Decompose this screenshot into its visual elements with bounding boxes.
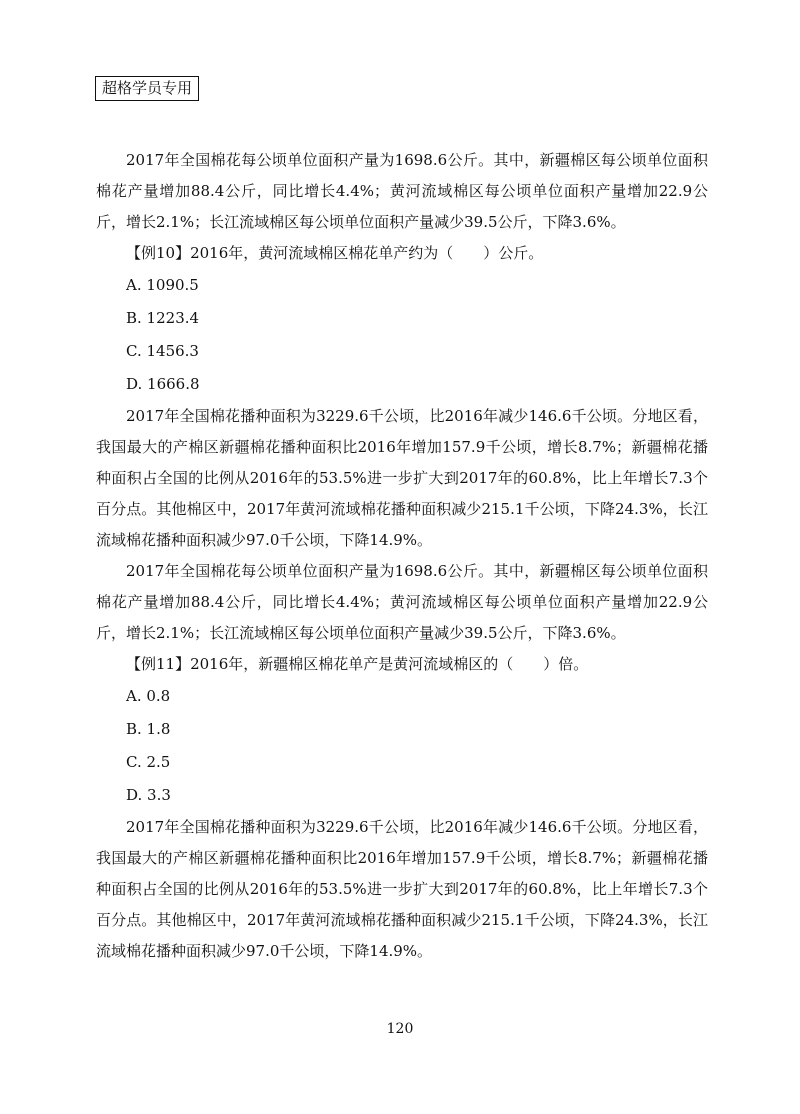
student-only-badge: 超格学员专用 bbox=[95, 76, 199, 101]
question-10-option-b: B. 1223.4 bbox=[126, 309, 200, 327]
question-11-option-a: A. 0.8 bbox=[126, 687, 171, 705]
question-10-option-c: C. 1456.3 bbox=[126, 342, 199, 360]
question-11-option-b: B. 1.8 bbox=[126, 720, 171, 738]
page-content bbox=[96, 145, 708, 967]
question-10: 【例10】2016年，黄河流域棉区棉花单产约为（ ）公斤。 bbox=[126, 244, 544, 262]
paragraph-area-2017: 2017年全国棉花播种面积为3229.6千公顷，比2016年减少146.6千公顷。分地区看，我国最大的产棉区新疆棉花播种面积比2016年增加157.9千公顷，增长8.7%；新疆棉花播种面积占全国的比例从2016年的53.5%进一步扩大到2017年的60.8%，比上年增长7.3个百分点。其他棉区中，2017年黄河流域棉花播种面积减少215.1千公顷，下降24.3%，长江流域棉花播种面积减少97.0千公顷，下降14.9%。 bbox=[96, 407, 708, 549]
paragraph-area-2017-repeat: 2017年全国棉花播种面积为3229.6千公顷，比2016年减少146.6千公顷。分地区看，我国最大的产棉区新疆棉花播种面积比2016年增加157.9千公顷，增长8.7%；新疆棉花播种面积占全国的比例从2016年的53.5%进一步扩大到2017年的60.8%，比上年增长7.3个百分点。其他棉区中，2017年黄河流域棉花播种面积减少215.1千公顷，下降24.3%，长江流域棉花播种面积减少97.0千公顷，下降14.9%。 bbox=[96, 818, 708, 960]
question-11-option-c: C. 2.5 bbox=[126, 753, 171, 771]
paragraph-yield-2017-repeat: 2017年全国棉花每公顷单位面积产量为1698.6公斤。其中，新疆棉区每公顷单位面积棉花产量增加88.4公斤，同比增长4.4%；黄河流域棉区每公顷单位面积产量增加22.9公斤，增长2.1%；长江流域棉区每公顷单位面积产量减少39.5公斤，下降3.6%。 bbox=[96, 562, 708, 642]
page-number: 120 bbox=[386, 1021, 414, 1037]
question-11-option-d: D. 3.3 bbox=[126, 786, 171, 804]
question-11: 【例11】2016年，新疆棉区棉花单产是黄河流域棉区的（ ）倍。 bbox=[126, 655, 589, 673]
paragraph-yield-2017: 2017年全国棉花每公顷单位面积产量为1698.6公斤。其中，新疆棉区每公顷单位面积棉花产量增加88.4公斤，同比增长4.4%；黄河流域棉区每公顷单位面积产量增加22.9公斤，增长2.1%；长江流域棉区每公顷单位面积产量减少39.5公斤，下降3.6%。 bbox=[96, 151, 708, 231]
question-10-option-a: A. 1090.5 bbox=[126, 276, 199, 294]
question-10-option-d: D. 1666.8 bbox=[126, 375, 200, 393]
